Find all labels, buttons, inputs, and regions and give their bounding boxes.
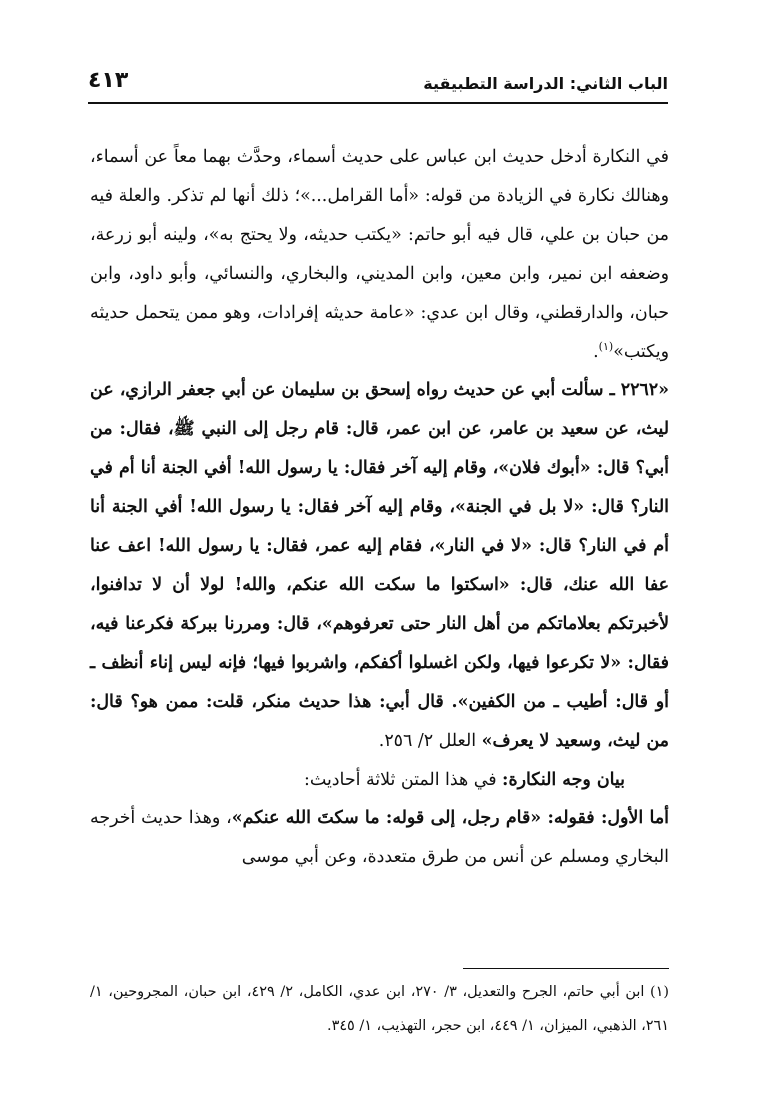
section-heading: بيان وجه النكارة:	[502, 769, 625, 790]
footnote-reference-1[interactable]: (١)	[598, 339, 614, 353]
paragraph-1	[90, 138, 669, 371]
hadith-2262	[90, 371, 669, 760]
paragraph-1-end: .	[593, 341, 599, 362]
footnote-divider	[463, 968, 669, 969]
footnotes	[90, 975, 669, 1043]
chapter-title: الباب الثاني: الدراسة التطبيقية	[423, 74, 668, 93]
main-text	[90, 138, 669, 877]
paragraph-4	[90, 799, 669, 877]
page-number: ٤١٣	[88, 68, 129, 93]
footnote-1: (١) ابن أبي حاتم، الجرح والتعديل، ٣/ ٢٧٠، ابن عدي، الكامل، ٢/ ٤٢٩، ابن حبان، المجروحين، ١/ ٢٦١، الذهبي، الميزان، ١/ ٤٤٩، ابن حجر، التهذيب، ١/ ٣٤٥.	[90, 984, 669, 1034]
hadith-2262-reference: العلل ٢/ ٢٥٦.	[378, 730, 482, 751]
hadith-2262-text: «٢٢٦٢ ـ سألت أبي عن حديث رواه إسحق بن سليمان عن أبي جعفر الرازي، عن ليث، عن سعيد بن عامر، عن ابن عمر، قال: قام رجل إلى النبي ﷺ، فقال: من أبي؟ قال: «أبوك فلان»، وقام إليه آخر فقال: يا رسول الله! أفي الجنة أنا أم في النار؟ قال: «لا بل في الجنة»، وقام إليه آخر فقال: يا رسول الله! أفي الجنة أنا أم في النار؟ قال: «لا في النار»، فقام إليه عمر، فقال: يا رسول الله! اعف عنا عفا الله عنك، قال: «اسكتوا ما سكت الله عنكم، والله! لولا أن لا تدافنوا، لأخبرتكم بعلاماتكم من أهل النار حتى تعرفوهم»، قال: ومررنا ببركة فكرعنا فيه، فقال: «لا تكرعوا فيها، ولكن اغسلوا أكفكم، واشربوا فيها؛ فإنه ليس إناء أنظف ـ أو قال: أطيب ـ من الكفين». قال أبي: هذا حديث منكر، قلت: ممن هو؟ قال: من ليث، وسعيد لا يعرف»	[90, 380, 669, 751]
paragraph-3-text: في هذا المتن ثلاثة أحاديث:	[304, 769, 503, 790]
paragraph-4-text: ، وهذا حديث أخرجه البخاري ومسلم عن أنس من طرق متعددة، وعن أبي موسى	[90, 808, 669, 868]
paragraph-3	[90, 761, 669, 800]
paragraph-4-lead: أما الأول: فقوله: «قام رجل، إلى قوله: ما سكتَ الله عنكم»	[231, 808, 669, 829]
paragraph-1-text: في النكارة أدخل حديث ابن عباس على حديث أسماء، وحدَّث بهما معاً عن أسماء، وهنالك نكارة في الزيادة من قوله: «أما القرامل...»؛ ذلك أنها لم تذكر. والعلة فيه من حبان بن علي، قال فيه أبو حاتم: «يكتب حديثه، ولا يحتج به»، ولينه أبو زرعة، وضعفه ابن نمير، وابن معين، وابن المديني، والبخاري، والنسائي، وأبو داود، وابن حبان، والدارقطني، وقال ابن عدي: «عامة حديثه إفرادات، وهو ممن يتحمل حديثه ويكتب»	[90, 147, 669, 362]
running-header	[88, 58, 668, 104]
